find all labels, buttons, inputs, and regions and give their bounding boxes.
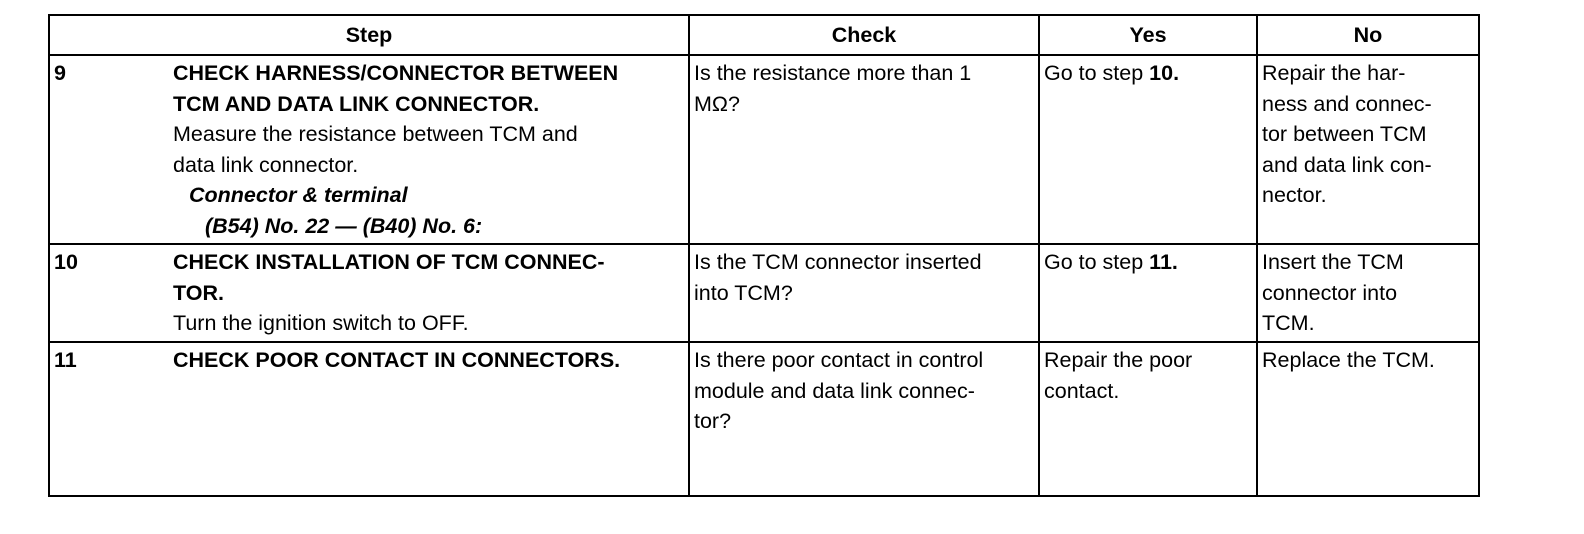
check-cell — [689, 244, 1039, 342]
yes-step-ref: 10. — [1149, 61, 1180, 85]
no-line: Repair the har- — [1262, 61, 1406, 85]
yes-cell — [1039, 244, 1257, 342]
yes-cell — [1039, 55, 1257, 244]
no-cell — [1257, 55, 1479, 244]
step-number: 9 — [49, 55, 169, 244]
no-line: tor between TCM — [1262, 122, 1427, 146]
no-line: ness and connec- — [1262, 91, 1432, 116]
header-check: Check — [689, 15, 1039, 55]
table-row — [49, 342, 1479, 496]
no-line: Insert the TCM — [1262, 250, 1404, 274]
diagnostic-table — [48, 14, 1480, 497]
check-cell — [689, 55, 1039, 244]
no-line: nector. — [1262, 183, 1327, 207]
step-description — [169, 244, 689, 342]
check-line: module and data link connec- — [694, 378, 975, 403]
check-line: tor? — [694, 409, 732, 433]
step-number: 11 — [49, 342, 169, 496]
no-line: Replace the TCM. — [1262, 348, 1435, 372]
check-line: MΩ? — [694, 91, 740, 116]
step-title-line: CHECK HARNESS/CONNECTOR BETWEEN — [173, 61, 619, 85]
header-row — [49, 15, 1479, 55]
no-line: and data link con- — [1262, 152, 1432, 177]
header-no: No — [1257, 15, 1479, 55]
yes-line: Repair the poor — [1044, 348, 1193, 372]
no-cell — [1257, 342, 1479, 496]
step-body-line: Turn the ignition switch to OFF. — [173, 311, 469, 335]
table-row — [49, 55, 1479, 244]
step-body-line: data link connector. — [173, 152, 359, 177]
connector-terminal-value: (B54) No. 22 — (B40) No. 6: — [205, 213, 483, 238]
yes-step-ref: 11. — [1149, 250, 1178, 274]
step-title-line: CHECK INSTALLATION OF TCM CONNEC- — [173, 250, 605, 274]
no-line: connector into — [1262, 280, 1398, 305]
yes-text: Go to step — [1044, 61, 1150, 85]
yes-line: contact. — [1044, 378, 1120, 403]
no-line: TCM. — [1262, 311, 1315, 335]
table-row — [49, 244, 1479, 342]
step-description — [169, 55, 689, 244]
step-number: 10 — [49, 244, 169, 342]
step-body-line: Measure the resistance between TCM and — [173, 122, 578, 146]
check-cell — [689, 342, 1039, 496]
connector-terminal-label: Connector & terminal — [189, 183, 408, 207]
step-description — [169, 342, 689, 496]
check-line: into TCM? — [694, 280, 793, 305]
yes-text: Go to step — [1044, 250, 1150, 274]
no-cell — [1257, 244, 1479, 342]
step-title-line: TCM AND DATA LINK CONNECTOR. — [173, 91, 540, 116]
header-step: Step — [49, 15, 689, 55]
check-line: Is the resistance more than 1 — [694, 61, 972, 85]
yes-cell — [1039, 342, 1257, 496]
step-title-line: CHECK POOR CONTACT IN CONNECTORS. — [173, 348, 621, 372]
header-yes: Yes — [1039, 15, 1257, 55]
check-line: Is there poor contact in control — [694, 348, 984, 372]
step-title-line: TOR. — [173, 280, 224, 305]
check-line: Is the TCM connector inserted — [694, 250, 982, 274]
